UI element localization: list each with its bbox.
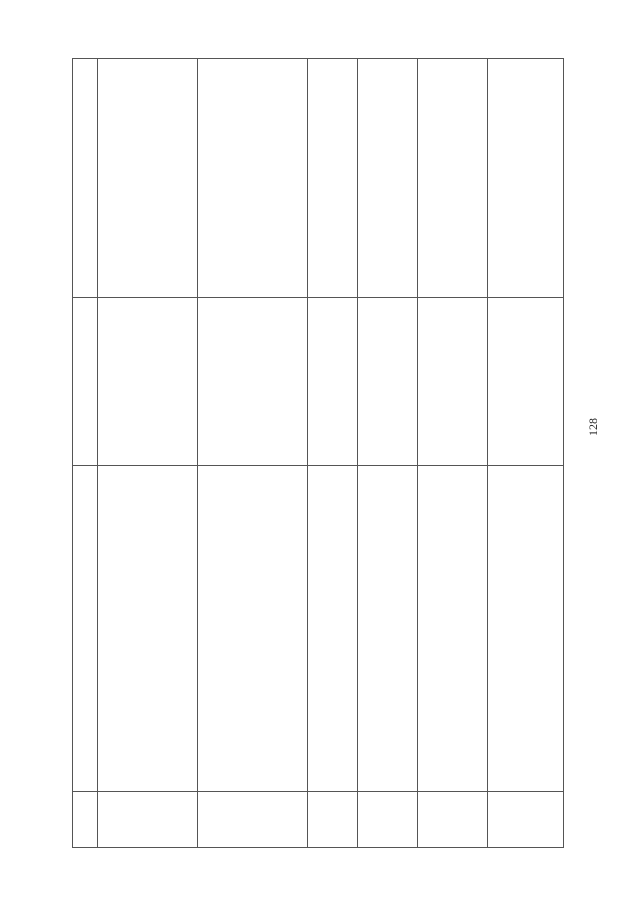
table-divider (73, 465, 563, 466)
table-divider (197, 59, 198, 847)
table-divider (97, 59, 98, 847)
table-divider (487, 59, 488, 847)
table-divider (73, 791, 563, 792)
table-divider (417, 59, 418, 847)
table-divider (73, 297, 563, 298)
page-number: 128 (586, 418, 600, 436)
document-table (72, 58, 564, 848)
table-divider (307, 59, 308, 847)
table-divider (357, 59, 358, 847)
